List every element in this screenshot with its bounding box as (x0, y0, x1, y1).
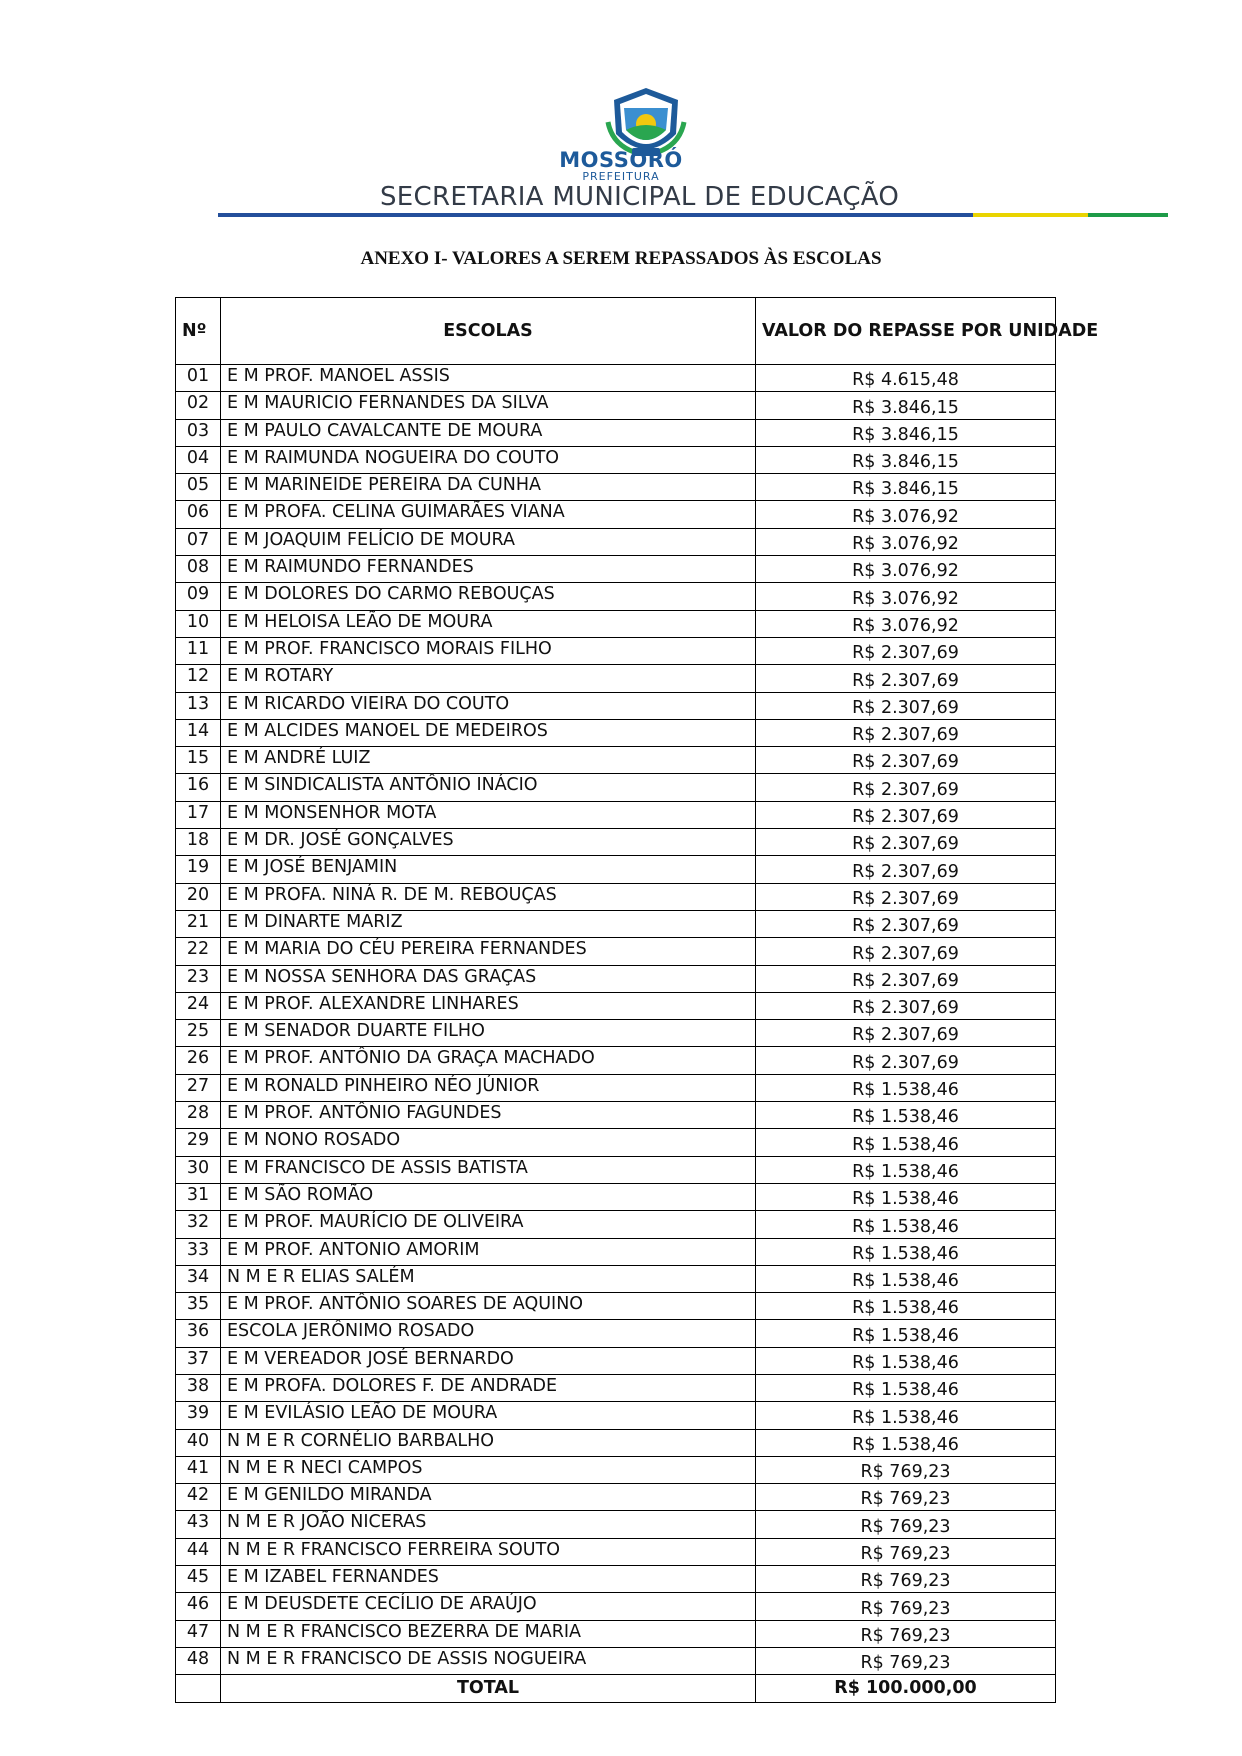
table-row (176, 1211, 1056, 1238)
row-number: 36 (176, 1320, 221, 1347)
transfer-value: R$ 1.538,46 (756, 1265, 1056, 1292)
school-name: N M E R CORNÉLIO BARBALHO (221, 1429, 756, 1456)
transfer-value: R$ 2.307,69 (756, 637, 1056, 664)
row-number: 01 (176, 365, 221, 392)
school-name: E M MAURICIO FERNANDES DA SILVA (221, 392, 756, 419)
table-row (176, 1183, 1056, 1210)
transfer-value: R$ 2.307,69 (756, 665, 1056, 692)
table-row (176, 419, 1056, 446)
table-row (176, 965, 1056, 992)
school-name: N M E R FRANCISCO DE ASSIS NOGUEIRA (221, 1647, 756, 1674)
letterhead (0, 70, 1242, 220)
school-name: E M SENADOR DUARTE FILHO (221, 1020, 756, 1047)
row-number: 38 (176, 1374, 221, 1401)
row-number: 44 (176, 1538, 221, 1565)
school-name: E M SINDICALISTA ANTÔNIO INÁCIO (221, 774, 756, 801)
table-body (176, 365, 1056, 1675)
school-name: E M RONALD PINHEIRO NÉO JÚNIOR (221, 1074, 756, 1101)
transfer-value: R$ 2.307,69 (756, 747, 1056, 774)
row-number: 03 (176, 419, 221, 446)
school-name: E M JOSÉ BENJAMIN (221, 856, 756, 883)
transfer-value: R$ 3.076,92 (756, 583, 1056, 610)
transfer-value: R$ 2.307,69 (756, 829, 1056, 856)
row-number: 06 (176, 501, 221, 528)
table-row (176, 556, 1056, 583)
table-row (176, 829, 1056, 856)
transfer-value: R$ 2.307,69 (756, 1020, 1056, 1047)
table-row (176, 637, 1056, 664)
school-name: E M PROFA. NINÁ R. DE M. REBOUÇAS (221, 883, 756, 910)
row-number: 04 (176, 446, 221, 473)
row-number: 14 (176, 719, 221, 746)
row-number: 10 (176, 610, 221, 637)
header-rule-green (1088, 213, 1168, 217)
row-number: 40 (176, 1429, 221, 1456)
transfer-value: R$ 3.846,15 (756, 419, 1056, 446)
table-row (176, 1484, 1056, 1511)
school-name: E M ROTARY (221, 665, 756, 692)
row-number: 34 (176, 1265, 221, 1292)
transfer-value: R$ 2.307,69 (756, 801, 1056, 828)
department-name: SECRETARIA MUNICIPAL DE EDUCAÇÃO (380, 182, 900, 212)
table-row (176, 1293, 1056, 1320)
header-schools: ESCOLAS (221, 298, 756, 365)
row-number: 19 (176, 856, 221, 883)
transfer-value: R$ 2.307,69 (756, 774, 1056, 801)
school-name: N M E R NECI CAMPOS (221, 1456, 756, 1483)
transfer-value: R$ 769,23 (756, 1647, 1056, 1674)
transfer-value: R$ 2.307,69 (756, 883, 1056, 910)
row-number: 25 (176, 1020, 221, 1047)
table-row (176, 1320, 1056, 1347)
transfer-value: R$ 4.615,48 (756, 365, 1056, 392)
table-row (176, 1456, 1056, 1483)
row-number: 12 (176, 665, 221, 692)
table-row (176, 938, 1056, 965)
table-row (176, 774, 1056, 801)
school-name: E M DEUSDETE CECÍLIO DE ARAÚJO (221, 1593, 756, 1620)
transfer-value: R$ 1.538,46 (756, 1347, 1056, 1374)
row-number: 24 (176, 992, 221, 1019)
row-number: 07 (176, 528, 221, 555)
transfer-value: R$ 1.538,46 (756, 1183, 1056, 1210)
transfer-value: R$ 3.076,92 (756, 501, 1056, 528)
row-number: 35 (176, 1293, 221, 1320)
table-row (176, 1238, 1056, 1265)
annex-title: ANEXO I- VALORES A SEREM REPASSADOS ÀS ESCOLAS (360, 248, 882, 269)
school-name: E M PROF. FRANCISCO MORAIS FILHO (221, 637, 756, 664)
row-number: 32 (176, 1211, 221, 1238)
row-number: 05 (176, 474, 221, 501)
school-name: E M PROFA. DOLORES F. DE ANDRADE (221, 1374, 756, 1401)
row-number: 02 (176, 392, 221, 419)
row-number: 18 (176, 829, 221, 856)
row-number: 11 (176, 637, 221, 664)
transfer-value: R$ 2.307,69 (756, 719, 1056, 746)
transfer-value: R$ 2.307,69 (756, 1047, 1056, 1074)
transfer-value: R$ 1.538,46 (756, 1129, 1056, 1156)
total-value: R$ 100.000,00 (756, 1675, 1056, 1702)
transfer-value: R$ 3.076,92 (756, 556, 1056, 583)
transfer-value: R$ 769,23 (756, 1511, 1056, 1538)
row-number: 45 (176, 1566, 221, 1593)
row-number: 15 (176, 747, 221, 774)
header-rule-yellow (973, 213, 1088, 217)
school-name: E M DR. JOSÉ GONÇALVES (221, 829, 756, 856)
transfer-value: R$ 2.307,69 (756, 992, 1056, 1019)
total-blank-cell (176, 1675, 221, 1702)
transfer-value: R$ 1.538,46 (756, 1429, 1056, 1456)
table-row (176, 1429, 1056, 1456)
transfer-value: R$ 2.307,69 (756, 910, 1056, 937)
row-number: 48 (176, 1647, 221, 1674)
transfer-value: R$ 3.076,92 (756, 528, 1056, 555)
table-row (176, 1511, 1056, 1538)
table-row (176, 883, 1056, 910)
transfer-value: R$ 769,23 (756, 1620, 1056, 1647)
table-row (176, 1047, 1056, 1074)
table-row (176, 501, 1056, 528)
table-row (176, 474, 1056, 501)
table-row (176, 1102, 1056, 1129)
transfer-value: R$ 1.538,46 (756, 1211, 1056, 1238)
school-name: E M SÃO ROMÃO (221, 1183, 756, 1210)
table-header-row (176, 298, 1056, 365)
transfer-value: R$ 2.307,69 (756, 692, 1056, 719)
transfer-value: R$ 1.538,46 (756, 1402, 1056, 1429)
row-number: 09 (176, 583, 221, 610)
school-name: E M NONO ROSADO (221, 1129, 756, 1156)
school-name: E M PROF. ANTÔNIO FAGUNDES (221, 1102, 756, 1129)
row-number: 39 (176, 1402, 221, 1429)
table-row (176, 1156, 1056, 1183)
brand-subtitle: PREFEITURA (582, 170, 660, 183)
table-row (176, 365, 1056, 392)
row-number: 26 (176, 1047, 221, 1074)
school-name: E M PROF. MAURÍCIO DE OLIVEIRA (221, 1211, 756, 1238)
schools-table (175, 297, 1099, 1703)
school-name: E M MARINEIDE PEREIRA DA CUNHA (221, 474, 756, 501)
school-name: E M RAIMUNDA NOGUEIRA DO COUTO (221, 446, 756, 473)
transfer-value: R$ 769,23 (756, 1484, 1056, 1511)
school-name: E M FRANCISCO DE ASSIS BATISTA (221, 1156, 756, 1183)
table-row (176, 992, 1056, 1019)
table-row (176, 1374, 1056, 1401)
row-number: 33 (176, 1238, 221, 1265)
school-name: E M MONSENHOR MOTA (221, 801, 756, 828)
table-row (176, 1402, 1056, 1429)
school-name: E M ALCIDES MANOEL DE MEDEIROS (221, 719, 756, 746)
row-number: 13 (176, 692, 221, 719)
school-name: E M DOLORES DO CARMO REBOUÇAS (221, 583, 756, 610)
row-number: 47 (176, 1620, 221, 1647)
school-name: E M PROF. MANOEL ASSIS (221, 365, 756, 392)
row-number: 17 (176, 801, 221, 828)
transfer-value: R$ 3.846,15 (756, 446, 1056, 473)
table-row (176, 747, 1056, 774)
transfer-value: R$ 1.538,46 (756, 1374, 1056, 1401)
table-row (176, 719, 1056, 746)
school-name: N M E R JOÃO NICERAS (221, 1511, 756, 1538)
table-row (176, 692, 1056, 719)
table-row (176, 910, 1056, 937)
row-number: 23 (176, 965, 221, 992)
row-number: 29 (176, 1129, 221, 1156)
school-name: E M RAIMUNDO FERNANDES (221, 556, 756, 583)
table-row (176, 1265, 1056, 1292)
school-name: E M DINARTE MARIZ (221, 910, 756, 937)
transfer-value: R$ 769,23 (756, 1456, 1056, 1483)
header-number: Nº (176, 298, 221, 365)
school-name: N M E R FRANCISCO FERREIRA SOUTO (221, 1538, 756, 1565)
transfer-value: R$ 1.538,46 (756, 1102, 1056, 1129)
table-row (176, 1593, 1056, 1620)
school-name: E M NOSSA SENHORA DAS GRAÇAS (221, 965, 756, 992)
row-number: 41 (176, 1456, 221, 1483)
school-name: E M PROF. ALEXANDRE LINHARES (221, 992, 756, 1019)
transfer-value: R$ 1.538,46 (756, 1293, 1056, 1320)
header-rule-blue (218, 213, 973, 217)
brand-name: MOSSORÓ (559, 148, 683, 172)
school-name: E M PROF. ANTÔNIO SOARES DE AQUINO (221, 1293, 756, 1320)
transfer-value: R$ 1.538,46 (756, 1156, 1056, 1183)
school-name: E M PAULO CAVALCANTE DE MOURA (221, 419, 756, 446)
transfer-value: R$ 3.076,92 (756, 610, 1056, 637)
table-row (176, 1347, 1056, 1374)
school-name: E M MARIA DO CÉU PEREIRA FERNANDES (221, 938, 756, 965)
row-number: 28 (176, 1102, 221, 1129)
school-name: E M GENILDO MIRANDA (221, 1484, 756, 1511)
table-row (176, 446, 1056, 473)
transfer-value: R$ 769,23 (756, 1593, 1056, 1620)
school-name: E M RICARDO VIEIRA DO COUTO (221, 692, 756, 719)
row-number: 21 (176, 910, 221, 937)
school-name: E M HELOISA LEÃO DE MOURA (221, 610, 756, 637)
header-value: VALOR DO REPASSE POR UNIDADE (756, 298, 1056, 365)
row-number: 30 (176, 1156, 221, 1183)
transfer-value: R$ 769,23 (756, 1566, 1056, 1593)
row-number: 27 (176, 1074, 221, 1101)
total-label: TOTAL (221, 1675, 756, 1702)
table-row (176, 1566, 1056, 1593)
school-name: E M PROFA. CELINA GUIMARÃES VIANA (221, 501, 756, 528)
row-number: 31 (176, 1183, 221, 1210)
total-row (176, 1675, 1056, 1702)
table-row (176, 801, 1056, 828)
row-number: 22 (176, 938, 221, 965)
school-name: E M PROF. ANTÔNIO DA GRAÇA MACHADO (221, 1047, 756, 1074)
table-row (176, 1647, 1056, 1674)
table-row (176, 665, 1056, 692)
school-name: N M E R FRANCISCO BEZERRA DE MARIA (221, 1620, 756, 1647)
table-row (176, 1620, 1056, 1647)
table-row (176, 392, 1056, 419)
transfer-value: R$ 1.538,46 (756, 1320, 1056, 1347)
school-name: E M ANDRÉ LUIZ (221, 747, 756, 774)
school-name: E M IZABEL FERNANDES (221, 1566, 756, 1593)
table-row (176, 528, 1056, 555)
transfer-value: R$ 2.307,69 (756, 965, 1056, 992)
school-name: E M VEREADOR JOSÉ BERNARDO (221, 1347, 756, 1374)
row-number: 16 (176, 774, 221, 801)
transfer-value: R$ 2.307,69 (756, 938, 1056, 965)
table-row (176, 856, 1056, 883)
school-name: E M JOAQUIM FELÍCIO DE MOURA (221, 528, 756, 555)
table-row (176, 1020, 1056, 1047)
school-name: E M EVILÁSIO LEÃO DE MOURA (221, 1402, 756, 1429)
table-row (176, 1074, 1056, 1101)
row-number: 37 (176, 1347, 221, 1374)
row-number: 08 (176, 556, 221, 583)
school-name: ESCOLA JERÔNIMO ROSADO (221, 1320, 756, 1347)
table-row (176, 583, 1056, 610)
table-row (176, 1129, 1056, 1156)
table-row (176, 1538, 1056, 1565)
school-name: N M E R ELIAS SALÉM (221, 1265, 756, 1292)
transfer-value: R$ 2.307,69 (756, 856, 1056, 883)
row-number: 43 (176, 1511, 221, 1538)
transfer-value: R$ 769,23 (756, 1538, 1056, 1565)
transfer-value: R$ 3.846,15 (756, 392, 1056, 419)
transfer-value: R$ 1.538,46 (756, 1074, 1056, 1101)
row-number: 42 (176, 1484, 221, 1511)
table-row (176, 610, 1056, 637)
row-number: 46 (176, 1593, 221, 1620)
school-name: E M PROF. ANTONIO AMORIM (221, 1238, 756, 1265)
row-number: 20 (176, 883, 221, 910)
transfer-value: R$ 3.846,15 (756, 474, 1056, 501)
transfer-value: R$ 1.538,46 (756, 1238, 1056, 1265)
